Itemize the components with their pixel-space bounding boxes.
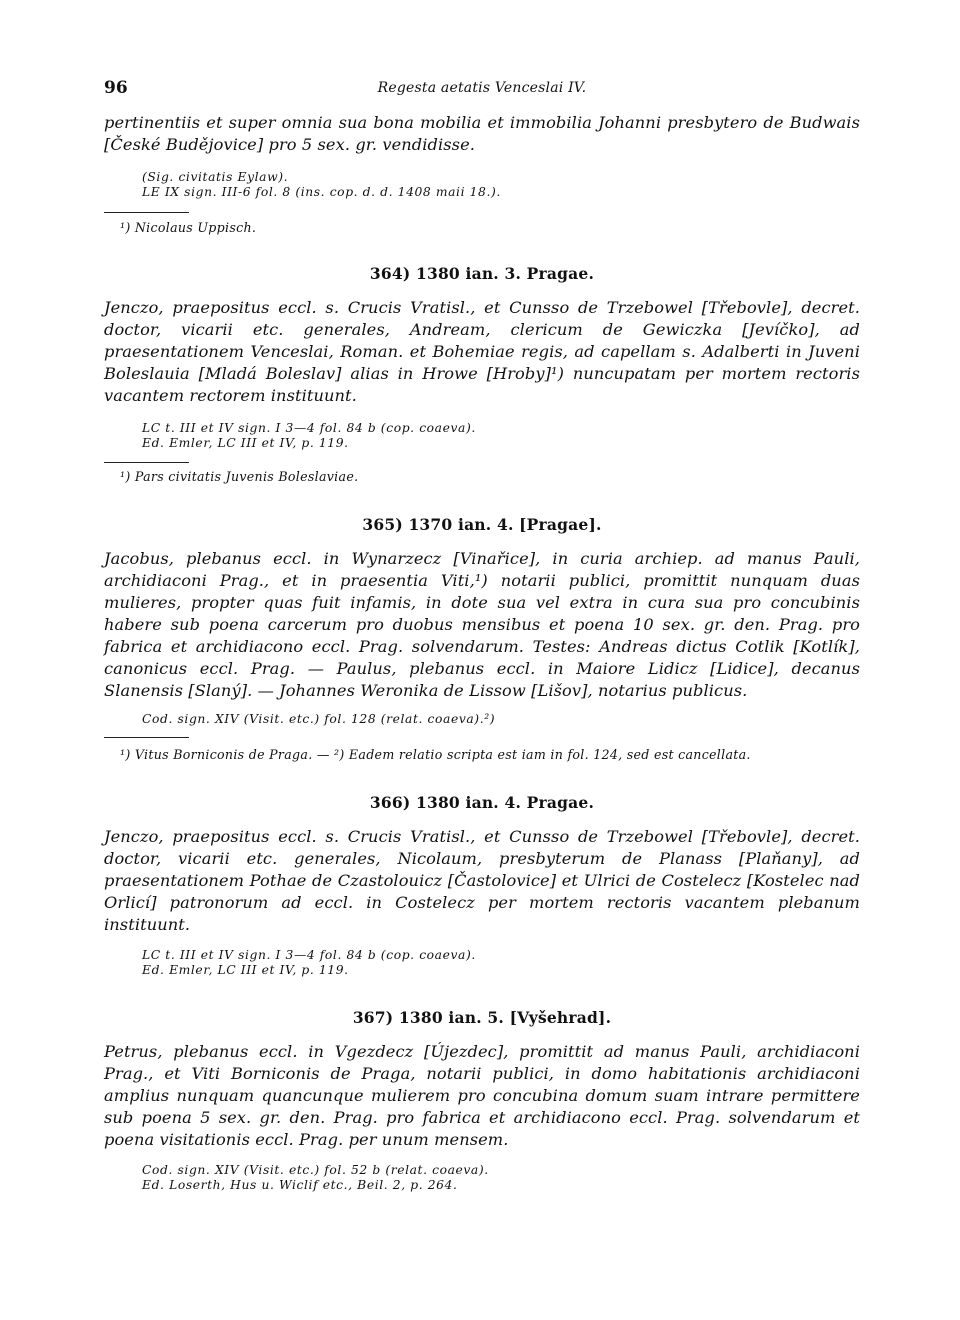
entry-text: Petrus, plebanus eccl. in Vgezdecz [Újezdec], promittit ad manus Pauli, archidiaconi Prag., et Viti Borniconis de Praga, notarii publici, in domo habitationis archidiaconi amplius nunquam quancunque mulierem pro concubina domum suam intrare permittere sub poena 5 sex. gr. den. Prag. pro fabrica et archidiacono eccl. Prag. solvendarum et poena visitationis eccl. Prag. per unum mensem. <box>104 1042 860 1149</box>
footnote-rule <box>104 737 189 738</box>
regest-entry-367 <box>104 1008 860 1193</box>
source-citation <box>142 421 860 451</box>
continuation-text: pertinentiis et super omnia sua bona mobilia et immobilia Johanni presbytero de Budwais [České Budějovice] pro 5 sex. gr. vendidisse. <box>104 113 860 154</box>
source-line: LC t. III et IV sign. I 3—4 fol. 84 b (cop. coaeva). <box>142 948 476 962</box>
footnote: ¹) Vitus Borniconis de Praga. — ²) Eadem relatio scripta est iam in fol. 124, sed est cancellata. <box>120 747 751 762</box>
source-citation <box>142 1163 860 1193</box>
footnote-rule <box>104 462 189 463</box>
regest-entry-365 <box>104 515 860 763</box>
source-line: Cod. sign. XIV (Visit. etc.) fol. 128 (relat. coaeva).²) <box>142 712 496 726</box>
running-title: Regesta aetatis Venceslai IV. <box>377 80 587 96</box>
source-citation <box>142 712 860 727</box>
source-line: LC t. III et IV sign. I 3—4 fol. 84 b (cop. coaeva). <box>142 421 476 435</box>
continuation-entry <box>104 112 860 236</box>
entry-text: Jacobus, plebanus eccl. in Wynarzecz [Vinařice], in curia archiep. ad manus Pauli, archidiaconi Prag., et in praesentia Viti,¹) notarii publici, promittit nunquam duas mulieres, propter quas fuit infamis, in dote sua vel extra in cura sua pro concubinis habere sub poena carcerum pro duobus mensibus et poena 10 sex. gr. den. Prag. pro fabrica et archidiacono eccl. Prag. solvendarum. Testes: Andreas dictus Cotlik [Kotlík], canonicus eccl. Prag. — Paulus, plebanus eccl. in Maiore Lidicz [Lidice], decanus Slanensis [Slaný]. — Johannes Weronika de Lissow [Lišov], notarius publicus. <box>104 549 860 700</box>
footnote-rule <box>104 212 189 213</box>
source-line: Ed. Emler, LC III et IV, p. 119. <box>142 963 349 977</box>
running-head <box>104 78 860 112</box>
entry-heading: 365) 1370 ian. 4. [Pragae]. <box>362 515 602 534</box>
footnote: ¹) Pars civitatis Juvenis Boleslaviae. <box>120 469 359 484</box>
regest-entry-364 <box>104 264 860 485</box>
page-number: 96 <box>104 78 128 98</box>
entry-text: Jenczo, praepositus eccl. s. Crucis Vratisl., et Cunsso de Trzebowel [Třebovle], decret. doctor, vicarii etc. generales, Nicolaum, presbyterum de Planass [Plaňany], ad praesentationem Pothae de Czastolouicz [Častolovice] et Ulrici de Costelecz [Kostelec nad Orlicí] patronorum ad eccl. in Costelecz per mortem rectoris vacantem plebanum instituunt. <box>104 827 860 934</box>
source-line: Ed. Emler, LC III et IV, p. 119. <box>142 436 349 450</box>
source-line: Ed. Loserth, Hus u. Wiclif etc., Beil. 2, p. 264. <box>142 1178 458 1192</box>
entry-heading: 364) 1380 ian. 3. Pragae. <box>369 264 595 283</box>
source-citation <box>142 170 860 200</box>
footnote: ¹) Nicolaus Uppisch. <box>120 220 257 235</box>
source-line: LE IX sign. III-6 fol. 8 (ins. cop. d. d. 1408 maii 18.). <box>142 185 501 199</box>
document-page <box>104 78 860 1193</box>
entry-text: Jenczo, praepositus eccl. s. Crucis Vratisl., et Cunsso de Trzebowel [Třebovle], decret. doctor, vicarii etc. generales, Andream, clericum de Gewiczka [Jevíčko], ad praesentationem Venceslai, Roman. et Bohemiae regis, ad capellam s. Adalberti in Juveni Boleslauia [Mladá Boleslav] alias in Hrowe [Hroby]¹) nuncupatam per mortem rectoris vacantem rectorem instituunt. <box>104 298 860 405</box>
source-citation <box>142 948 860 978</box>
entry-heading: 366) 1380 ian. 4. Pragae. <box>369 793 595 812</box>
source-line: (Sig. civitatis Eylaw). <box>142 170 289 184</box>
source-line: Cod. sign. XIV (Visit. etc.) fol. 52 b (relat. coaeva). <box>142 1163 489 1177</box>
entry-heading: 367) 1380 ian. 5. [Vyšehrad]. <box>352 1008 612 1027</box>
regest-entry-366 <box>104 793 860 978</box>
